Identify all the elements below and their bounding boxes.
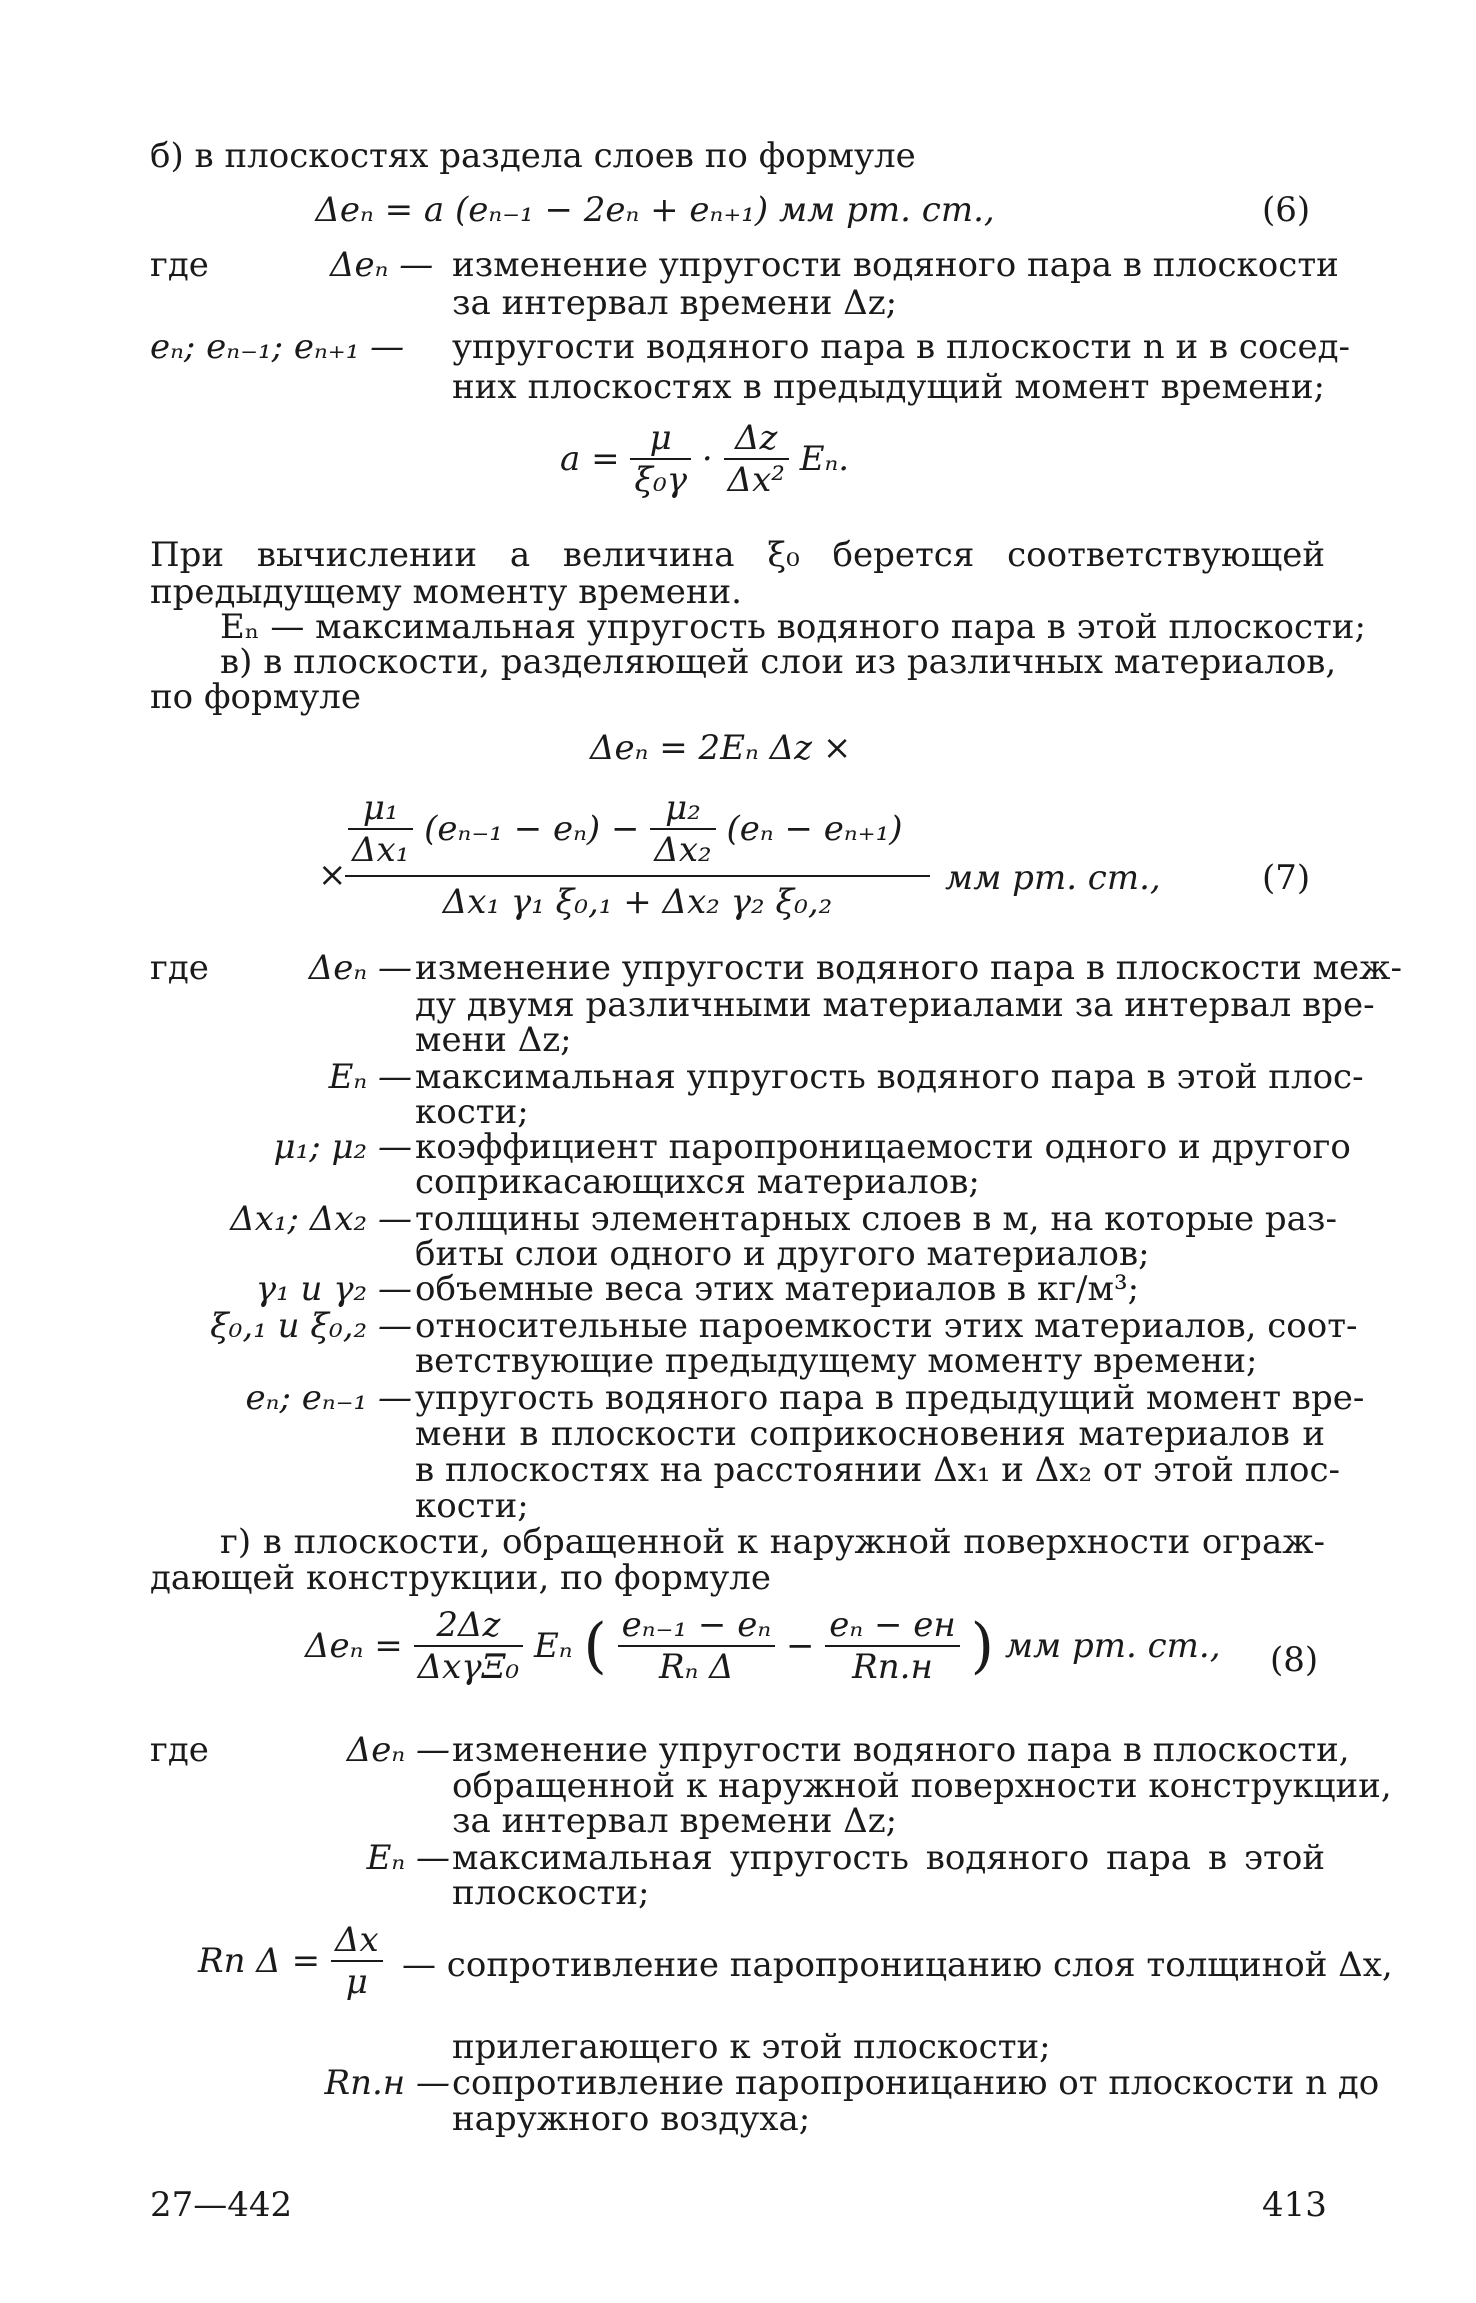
- def-line: коэффициент паропроницаемости одного и другого: [415, 1127, 1351, 1167]
- eq-number-7: (7): [1262, 858, 1311, 898]
- def-symbol: Eₙ —: [366, 1838, 450, 1878]
- fraction: [650, 788, 715, 870]
- denominator: Rₙ Δ: [659, 1647, 734, 1687]
- where-label: где: [150, 948, 209, 988]
- denominator: ξ₀γ: [634, 460, 688, 500]
- def-line: толщины элементарных слоев в м, на которые раз-: [415, 1199, 1337, 1239]
- formula-7-part1: (eₙ₋₁ − eₙ) −: [424, 809, 640, 849]
- eq-number-8: (8): [1270, 1640, 1319, 1680]
- def-line: изменение упругости водяного пара в плоскости: [452, 245, 1339, 285]
- def-line: прилегающего к этой плоскости;: [452, 2027, 1051, 2067]
- def-line: упругости водяного пара в плоскости n и в сосед-: [452, 327, 1351, 367]
- page-number: 413: [1262, 2185, 1327, 2225]
- formula-7-part2: (eₙ − eₙ₊₁): [726, 809, 903, 849]
- def-line: ду двумя различными материалами за интервал вре-: [415, 985, 1375, 1025]
- numerator: Δz: [724, 418, 789, 460]
- minus-sign: −: [785, 1626, 815, 1666]
- section-b-intro: б) в плоскостях раздела слоев по формуле: [150, 136, 916, 176]
- def-line: сопротивление паропроницанию от плоскости n до: [452, 2063, 1380, 2103]
- note-line: предыдущему моменту времени.: [150, 572, 742, 612]
- def-line: относительные пароемкости этих материалов, соот-: [415, 1306, 1358, 1346]
- def-line: биты слои одного и другого материалов;: [415, 1234, 1150, 1274]
- def-symbol: Rп.н —: [324, 2063, 450, 2103]
- numerator: μ: [630, 418, 691, 460]
- numerator: eₙ − eн: [825, 1605, 960, 1647]
- denominator: ΔxγΞ₀: [417, 1647, 520, 1687]
- def-symbol: Δx₁; Δx₂ —: [230, 1199, 412, 1239]
- def-symbol: Δeₙ —: [330, 245, 434, 285]
- denominator: Δx₂: [654, 830, 712, 870]
- fraction: [724, 418, 789, 500]
- numerator: μ₁: [348, 788, 413, 830]
- def-symbol: μ₁; μ₂ —: [273, 1127, 412, 1167]
- formula-7-denominator: Δx₁ γ₁ ξ₀,₁ + Δx₂ γ₂ ξ₀,₂: [442, 882, 833, 922]
- def-symbol: ξ₀,₁ и ξ₀,₂ —: [210, 1306, 412, 1346]
- def-line: них плоскостях в предыдущий момент времени;: [452, 367, 1325, 407]
- fraction: [348, 788, 413, 870]
- fraction: [630, 418, 691, 500]
- def-symbol: eₙ; eₙ₋₁; eₙ₊₁ —: [150, 327, 405, 367]
- def-line: упругость водяного пара в предыдущий момент вре-: [415, 1378, 1365, 1418]
- numerator: μ₂: [650, 788, 715, 830]
- fraction: [331, 1920, 383, 2002]
- numerator: 2Δz: [414, 1605, 524, 1647]
- formula-a-En: Eₙ.: [799, 439, 850, 479]
- formula-7-times: ×: [318, 855, 347, 895]
- formula-8-lhs: Δeₙ =: [305, 1626, 403, 1666]
- footer-signature: 27—442: [150, 2185, 293, 2225]
- def-symbol: [198, 1920, 383, 2002]
- def-line: ветствующие предыдущему моменту времени;: [415, 1341, 1258, 1381]
- where-label: где: [150, 245, 209, 285]
- formula-a: a = $\frac{\mu}{\text{ξ₀γ}}$ · $\frac{\Delta z}{\text{Δx²}}$ Eₙ.: [560, 418, 850, 500]
- def-line: соприкасающихся материалов;: [415, 1162, 980, 1202]
- fraction-bar: [345, 875, 930, 877]
- numerator: Δx: [331, 1920, 383, 1962]
- formula-7-units: мм рт. ст.,: [945, 858, 1161, 898]
- formula-7-numerator: [348, 788, 978, 870]
- note-line: Eₙ — максимальная упругость водяного пара в этой плоскости;: [220, 607, 1366, 647]
- formula-8-En: Eₙ: [533, 1626, 573, 1666]
- denominator: μ: [345, 1962, 368, 2002]
- section-g-intro: г) в плоскости, обращенной к наружной поверхности ограж-: [220, 1522, 1325, 1562]
- def-line: — сопротивление паропроницанию слоя толщиной Δx,: [402, 1945, 1393, 1985]
- def-symbol: Δeₙ —: [308, 948, 412, 988]
- def-line: кости;: [415, 1092, 529, 1132]
- section-v-intro: в) в плоскости, разделяющей слои из различных материалов,: [220, 642, 1337, 682]
- def-line: максимальная упругость водяного пара в этой плос-: [415, 1057, 1364, 1097]
- def-line: за интервал времени Δz;: [452, 1801, 898, 1841]
- def-line: кости;: [415, 1486, 529, 1526]
- fraction: [414, 1605, 524, 1687]
- where-label: где: [150, 1730, 209, 1770]
- def-line: объемные веса этих материалов в кг/м³;: [415, 1269, 1140, 1309]
- def-line: максимальная упругость водяного пара в этой: [452, 1838, 1325, 1878]
- fraction: [618, 1605, 775, 1687]
- def-symbol: Δeₙ —: [346, 1730, 450, 1770]
- def-line: за интервал времени Δz;: [452, 283, 898, 323]
- formula-6: Δeₙ = a (eₙ₋₁ − 2eₙ + eₙ₊₁) мм рт. ст.,: [315, 190, 995, 230]
- def-line: изменение упругости водяного пара в плоскости меж-: [415, 948, 1402, 988]
- def-line: обращенной к наружной поверхности конструкции,: [452, 1766, 1392, 1806]
- section-v-intro: по формуле: [150, 677, 361, 717]
- section-g-intro: дающей конструкции, по формуле: [150, 1558, 772, 1598]
- numerator: eₙ₋₁ − eₙ: [618, 1605, 775, 1647]
- denominator: Δx²: [727, 460, 785, 500]
- def3-lhs: Rп Δ =: [198, 1941, 321, 1981]
- fraction: [825, 1605, 960, 1687]
- def-symbol: Eₙ —: [328, 1057, 412, 1097]
- denominator: Δx₁: [352, 830, 410, 870]
- formula-8: Δeₙ = $\frac{2\Delta z}{\text{ΔxγΞ₀}}$ Eₙ ( $\frac{\text{eₙ₋₁ − eₙ}}{\text{Rₙ Δ}}$ − $\frac{\text{eₙ − eн}}{Rп.н}$ ) мм рт. ст.,: [305, 1605, 1221, 1687]
- note-line: При вычислении a величина ξ₀ берется соответствующей: [150, 535, 1325, 575]
- def-line: наружного воздуха;: [452, 2099, 811, 2139]
- def-line: мени в плоскости соприкосновения материалов и: [415, 1414, 1325, 1454]
- formula-a-lhs: a =: [560, 439, 620, 479]
- def-symbol: γ₁ и γ₂ —: [255, 1269, 412, 1309]
- formula-8-units: мм рт. ст.,: [1004, 1626, 1221, 1666]
- def-line: плоскости;: [452, 1873, 650, 1913]
- def-line: мени Δz;: [415, 1020, 572, 1060]
- def-symbol: eₙ; eₙ₋₁ —: [245, 1378, 412, 1418]
- formula-7-top: Δeₙ = 2Eₙ Δz ×: [590, 728, 852, 768]
- denominator: Rп.н: [852, 1647, 933, 1687]
- def-line: в плоскостях на расстоянии Δx₁ и Δx₂ от этой плос-: [415, 1450, 1341, 1490]
- def-line: изменение упругости водяного пара в плоскости,: [452, 1730, 1350, 1770]
- eq-number-6: (6): [1262, 190, 1311, 230]
